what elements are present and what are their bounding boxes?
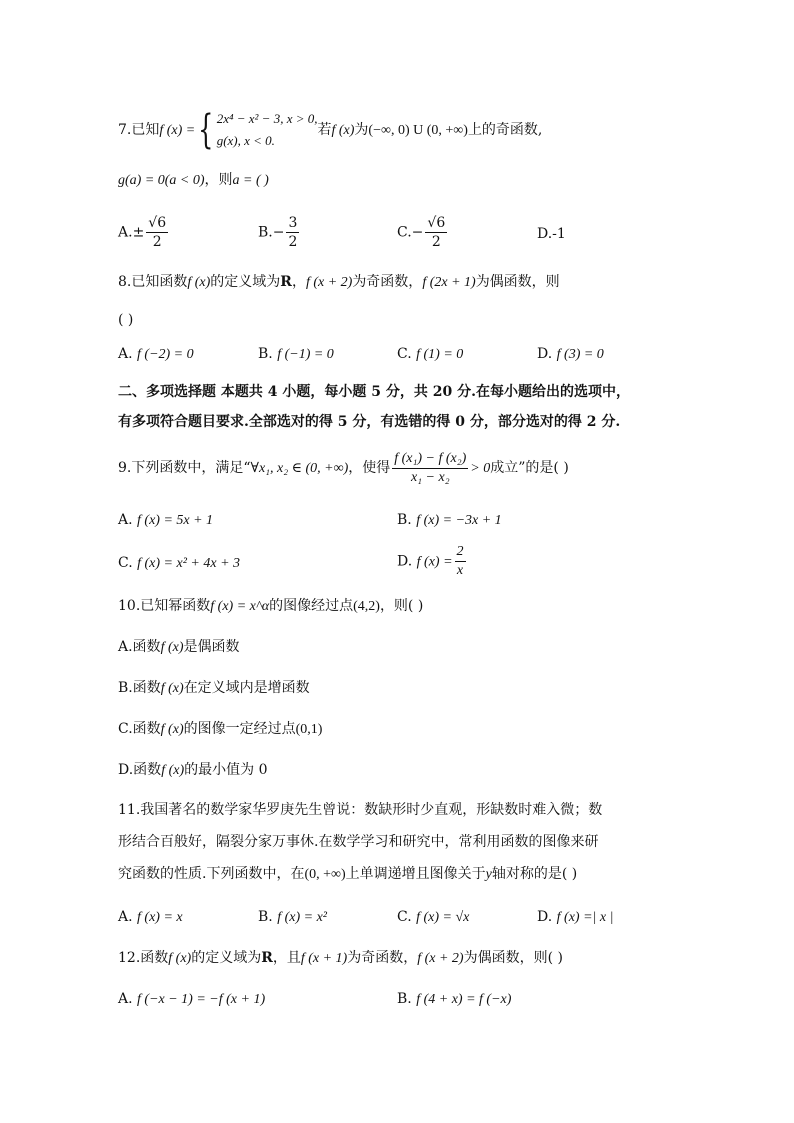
q9-option-b-label: B. bbox=[397, 512, 412, 528]
q12-line1 bbox=[118, 948, 563, 969]
q7-option-b-minus: − bbox=[272, 224, 285, 241]
q10-option-c-point: (0,1) bbox=[295, 722, 323, 737]
q9-option-a-expr: f (x) = 5x + 1 bbox=[137, 513, 214, 528]
q10-point: (4,2) bbox=[353, 599, 380, 614]
q8-option-c-label: C. bbox=[397, 346, 412, 362]
q10-option-b-fx: f (x) bbox=[160, 681, 184, 696]
q10-expr: f (x) = x^α bbox=[210, 599, 270, 614]
q7-option-b-label: B. bbox=[258, 224, 273, 241]
q7-option-c bbox=[397, 214, 449, 251]
q8-line1 bbox=[118, 272, 560, 293]
q8-paren: ( ) bbox=[118, 312, 134, 328]
q11-option-c-label: C. bbox=[397, 909, 412, 925]
q8-option-a bbox=[118, 344, 194, 365]
q8-option-d-expr: f (3) = 0 bbox=[556, 347, 604, 362]
q10-option-b-post: 在定义域内是增函数 bbox=[183, 680, 310, 696]
q8-comma: ， bbox=[291, 274, 306, 290]
q12-prefix: 12.函数 bbox=[118, 950, 169, 966]
q7-domain: (−∞, 0) U (0, +∞) bbox=[368, 123, 468, 138]
q9-option-d-expr: f (x) = bbox=[416, 554, 453, 570]
q7-suffix: 上的奇函数, bbox=[467, 122, 543, 138]
q11-line2: 形结合百般好，隔裂分家万事休.在数学学习和研究中，常利用函数的图像来研 bbox=[118, 834, 599, 850]
q10-option-c-post: 的图像一定经过点 bbox=[183, 721, 296, 737]
q10-option-d-post: 的最小值为 0 bbox=[184, 762, 268, 778]
q8-mid2: 为奇函数， bbox=[352, 274, 423, 290]
q7-option-a-fraction bbox=[146, 214, 168, 251]
q11-option-a-label: A. bbox=[118, 909, 133, 925]
q11-line3 bbox=[118, 864, 577, 885]
q7-line2 bbox=[118, 170, 269, 191]
q8-option-d-label: D. bbox=[537, 346, 553, 362]
q9-option-a-label: A. bbox=[118, 512, 133, 528]
q12-mid3: 为奇函数， bbox=[347, 950, 418, 966]
q7-line2-a: a = ( ) bbox=[232, 173, 269, 188]
q8-option-c bbox=[397, 344, 463, 365]
q9-option-b bbox=[397, 510, 502, 531]
q10-suffix: ，则( ) bbox=[379, 598, 424, 614]
q9-fraction bbox=[392, 450, 468, 487]
q7-option-d bbox=[537, 224, 566, 244]
q11-option-b-expr: f (x) = x² bbox=[277, 910, 327, 925]
q9-den: x₁ − x₂ bbox=[410, 469, 450, 485]
q10-option-a bbox=[118, 637, 240, 658]
q7-mid2: 为 bbox=[354, 122, 369, 138]
q10-line1 bbox=[118, 596, 423, 617]
q8-option-b-expr: f (−1) = 0 bbox=[277, 347, 334, 362]
q9-option-c bbox=[118, 553, 240, 574]
q7-line1 bbox=[118, 108, 542, 153]
q7-option-c-minus: − bbox=[411, 224, 424, 241]
q12-option-a-label: A. bbox=[118, 991, 133, 1007]
q12-f2: f (x + 2) bbox=[417, 951, 464, 966]
q11-option-d-label: D. bbox=[537, 909, 553, 925]
q12-option-b bbox=[397, 989, 511, 1010]
q7-cases bbox=[217, 108, 318, 152]
q7-option-a-den: 2 bbox=[152, 234, 162, 250]
q11-line3-pre: 究函数的性质.下列函数中，在 bbox=[118, 866, 305, 882]
q9-line1 bbox=[118, 446, 569, 491]
q7-option-a-num: √6 bbox=[148, 215, 167, 231]
section2-heading-line1: 二、多项选择题 本题共 4 小题，每小题 5 分，共 20 分.在每小题给出的选项中， bbox=[118, 384, 630, 400]
q9-num: f (x₁) − f (x₂) bbox=[392, 450, 468, 469]
q7-option-c-den: 2 bbox=[431, 234, 441, 250]
q11-option-b-label: B. bbox=[258, 909, 273, 925]
q11-line3-domain: (0, +∞) bbox=[304, 867, 346, 882]
q12-option-a-expr: f (−x − 1) = −f (x + 1) bbox=[137, 992, 266, 1007]
q12-f1: f (x + 1) bbox=[300, 951, 348, 966]
q10-mid: 的图像经过点 bbox=[269, 598, 354, 614]
q9-gt: > 0 bbox=[470, 461, 491, 476]
q7-fx: f (x) bbox=[331, 123, 355, 138]
q8-R: R bbox=[280, 274, 292, 290]
q8-option-a-expr: f (−2) = 0 bbox=[137, 347, 194, 362]
q7-option-d-text: D.-1 bbox=[537, 226, 566, 242]
q7-option-a-label: A. bbox=[118, 224, 133, 241]
q7-option-a-pm: ± bbox=[132, 224, 145, 241]
q7-case2: g(x), x < 0. bbox=[216, 133, 275, 148]
q8-f1: f (x + 2) bbox=[305, 275, 353, 290]
q9-option-a bbox=[118, 510, 213, 531]
q10-option-b-pre: B.函数 bbox=[118, 680, 161, 696]
q10-prefix: 10.已知幂函数 bbox=[118, 598, 211, 614]
q7-line2-expr: g(a) = 0(a < 0) bbox=[118, 173, 205, 188]
q10-option-d-fx: f (x) bbox=[161, 763, 185, 778]
q11-line3-y: y bbox=[485, 867, 492, 882]
q11-option-c bbox=[397, 907, 469, 928]
q9-option-d bbox=[397, 543, 468, 580]
q8-option-b bbox=[258, 344, 334, 365]
q9-option-c-label: C. bbox=[118, 555, 133, 571]
q7-lhs: f (x) = bbox=[159, 123, 196, 138]
q11-line3-post: 轴对称的是( ) bbox=[491, 866, 578, 882]
q12-option-b-expr: f (4 + x) = f (−x) bbox=[416, 992, 512, 1007]
q12-option-b-label: B. bbox=[397, 991, 412, 1007]
q11-line3-mid: 上单调递增且图像关于 bbox=[345, 866, 486, 882]
q11-option-d-expr: f (x) =| x | bbox=[556, 910, 614, 925]
q11-option-b bbox=[258, 907, 327, 928]
q9-option-b-expr: f (x) = −3x + 1 bbox=[416, 513, 502, 528]
q9-option-d-num: 2 bbox=[455, 543, 466, 562]
q11-option-d bbox=[537, 907, 613, 928]
q10-option-a-pre: A.函数 bbox=[118, 639, 161, 655]
q7-brace: { bbox=[198, 107, 214, 153]
q10-option-c-fx: f (x) bbox=[160, 722, 184, 737]
q9-suffix: 成立”的是( ) bbox=[490, 460, 569, 476]
q7-case1: 2x⁴ − x² − 3, x > 0, bbox=[216, 111, 318, 126]
q7-option-c-fraction bbox=[425, 214, 447, 251]
q10-option-b bbox=[118, 678, 310, 699]
q10-option-c-pre: C.函数 bbox=[118, 721, 161, 737]
q7-option-c-num: √6 bbox=[427, 215, 446, 231]
q8-f2: f (2x + 1) bbox=[422, 275, 476, 290]
q12-fx: f (x) bbox=[168, 951, 192, 966]
q7-option-b-den: 2 bbox=[288, 234, 298, 250]
q12-R: R bbox=[261, 950, 273, 966]
q7-option-b-num: 3 bbox=[288, 215, 298, 231]
q10-option-d-pre: D.函数 bbox=[118, 762, 162, 778]
q9-cond: ∀x₁, x₂ ∈ (0, +∞) bbox=[250, 461, 349, 476]
q11-option-c-expr: f (x) = √x bbox=[416, 910, 470, 925]
q12-option-a bbox=[118, 989, 265, 1010]
q9-mid: ，使得 bbox=[348, 460, 391, 476]
q7-option-b-fraction bbox=[286, 214, 299, 251]
q8-fx: f (x) bbox=[187, 275, 211, 290]
q9-option-d-den: x bbox=[456, 563, 464, 578]
q7-option-c-label: C. bbox=[397, 224, 412, 241]
q8-option-d bbox=[537, 344, 604, 365]
q7-option-b bbox=[258, 214, 301, 251]
q8-mid1: 的定义域为 bbox=[210, 274, 281, 290]
q8-option-a-label: A. bbox=[118, 346, 133, 362]
q12-mid2: ，且 bbox=[272, 950, 301, 966]
q8-option-c-expr: f (1) = 0 bbox=[416, 347, 464, 362]
q8-mid3: 为偶函数，则 bbox=[475, 274, 560, 290]
q7-prefix: 7.已知 bbox=[118, 122, 160, 138]
q9-option-d-label: D. bbox=[397, 553, 413, 570]
q8-line2 bbox=[118, 310, 133, 330]
q9-option-c-expr: f (x) = x² + 4x + 3 bbox=[137, 556, 241, 571]
q10-option-a-fx: f (x) bbox=[160, 640, 184, 655]
q10-option-d bbox=[118, 760, 267, 781]
section2-heading-line2: 有多项符合题目要求.全部选对的得 5 分，有选错的得 0 分，部分选对的得 2 分. bbox=[118, 414, 621, 430]
q11-line1: 11.我国著名的数学家华罗庚先生曾说：数缺形时少直观，形缺数时难入微；数 bbox=[118, 802, 603, 818]
q8-option-b-label: B. bbox=[258, 346, 273, 362]
q12-suffix: 为偶函数，则( ) bbox=[463, 950, 563, 966]
q9-option-d-fraction bbox=[455, 543, 466, 580]
q12-mid1: 的定义域为 bbox=[191, 950, 262, 966]
q7-line2-mid: ，则 bbox=[204, 172, 233, 188]
q8-prefix: 8.已知函数 bbox=[118, 274, 188, 290]
q7-option-a bbox=[118, 214, 170, 251]
q10-option-c bbox=[118, 719, 322, 740]
q11-option-a-expr: f (x) = x bbox=[137, 910, 183, 925]
q7-mid: 若 bbox=[317, 122, 332, 138]
q11-option-a bbox=[118, 907, 183, 928]
q9-prefix: 9.下列函数中，满足“ bbox=[118, 460, 251, 476]
q10-option-a-post: 是偶函数 bbox=[183, 639, 240, 655]
